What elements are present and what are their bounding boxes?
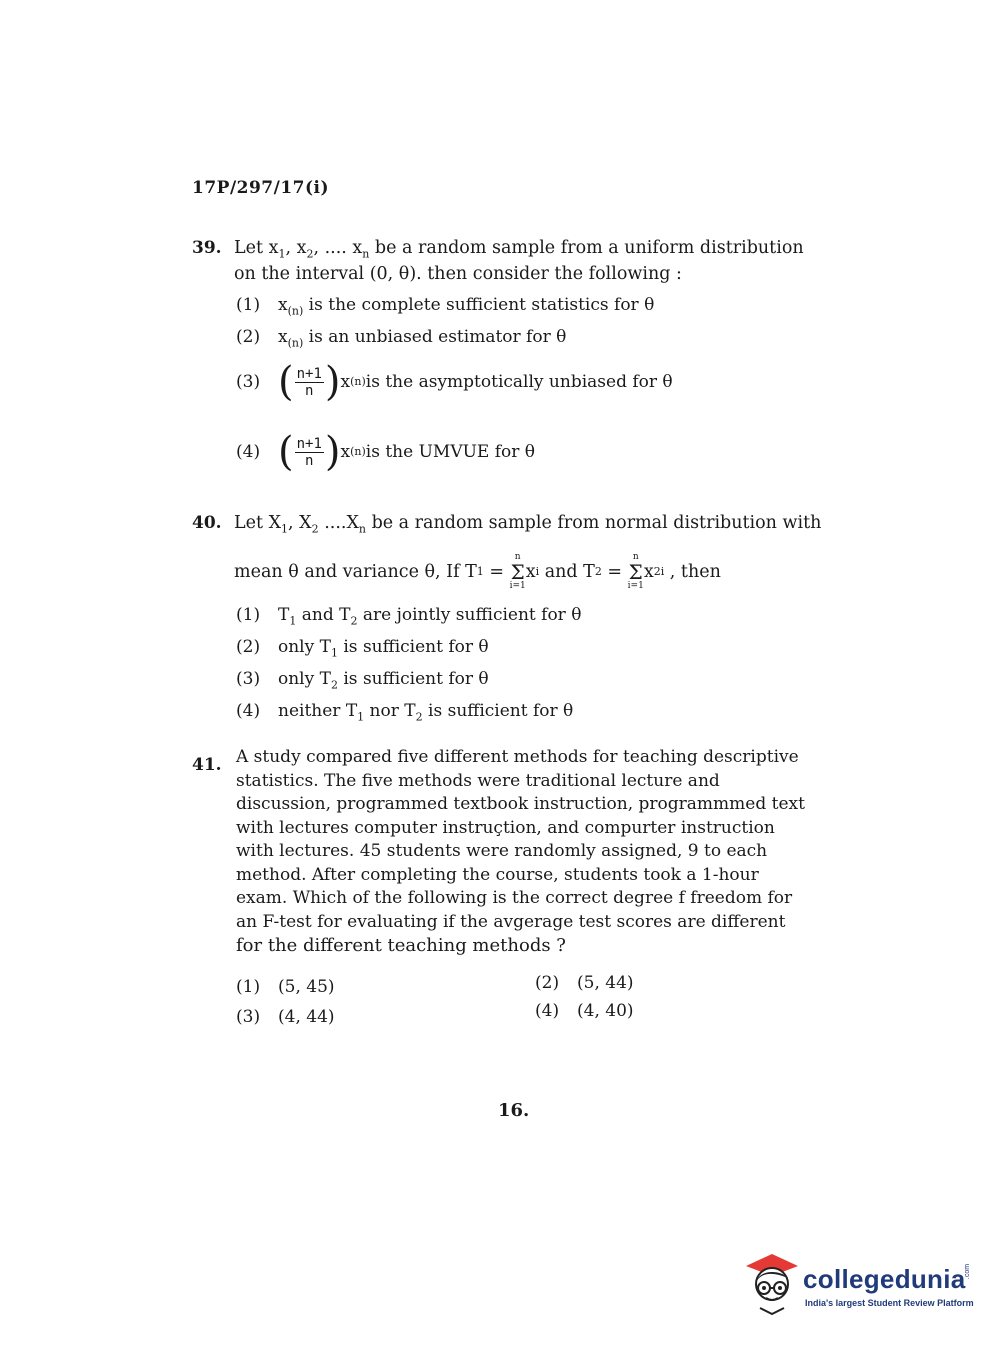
fraction: ( $\frac{n+1}{n}$ )	[278, 359, 341, 405]
stem-line: with lectures computer instruçtion, and compurter instruction	[236, 817, 775, 838]
option-4: (4) neither $T_1$ nor $T_2$ is sufficient for θ	[236, 701, 574, 724]
stem-line: method. After completing the course, students took a 1-hour	[236, 864, 759, 885]
stem-line: A study compared five different methods for teaching descriptive	[236, 747, 799, 767]
brand-name: collegedunia	[803, 1264, 966, 1294]
question-number: 39.	[192, 238, 222, 258]
stem-line: with lectures. 45 students were randomly assigned, 9 to each	[236, 841, 768, 861]
stem-line: statistics. The five methods were traditional lecture and	[236, 770, 720, 791]
summation: n Σ i=1	[627, 552, 644, 591]
stem-line: discussion, programmed textbook instruction, programmmed text	[236, 794, 805, 814]
question-number: 40.	[192, 513, 222, 533]
option-1: (1) $x_{(n)}$ is the complete sufficient statistics for θ	[236, 295, 655, 318]
option-2: (2) (5, 44)	[535, 973, 634, 993]
stem-line: an F-test for evaluating if the avgerage test scores are different	[236, 911, 786, 932]
question-stem	[236, 746, 820, 958]
question-stem-line: on the interval (0, θ). then consider the following :	[234, 264, 682, 284]
question-stem-line: Let $X_1$, $X_2$ $....X_n$ be a random sample from normal distribution with	[234, 513, 822, 536]
brand-tagline: India's largest Student Review Platform	[805, 1298, 974, 1308]
option-4: (4) ( $\frac{n+1}{n}$ ) x (n) is the UMVUE for θ	[236, 429, 536, 475]
option-3: (3) (4, 44)	[236, 1007, 335, 1027]
option-3: (3) ( $\frac{n+1}{n}$ ) x (n) is the asymptotically unbiased for θ	[236, 359, 673, 405]
option-3: (3) only $T_2$ is sufficient for θ	[236, 669, 489, 692]
page-number: 16.	[498, 1100, 530, 1121]
option-1: (1) (5, 45)	[236, 977, 335, 997]
question-stem-line: Let $x_1$, $x_2$, .... $x_n$ be a random sample from a uniform distribution	[234, 238, 804, 261]
option-2: (2) $x_{(n)}$ is an unbiased estimator for θ	[236, 327, 567, 350]
question-number: 41.	[192, 755, 222, 775]
graduate-mascot-icon	[742, 1252, 802, 1316]
brand-suffix: .com	[964, 1263, 972, 1280]
option-1: (1) $T_1$ and $T_2$ are jointly sufficient for θ	[236, 605, 582, 628]
stem-line: for the different teaching methods ?	[236, 935, 566, 956]
summation: n Σ i=1	[509, 552, 526, 591]
option-2: (2) only $T_1$ is sufficient for θ	[236, 637, 489, 660]
exam-code: 17P/297/17(i)	[192, 178, 330, 198]
option-4: (4) (4, 40)	[535, 1001, 634, 1021]
fraction: ( $\frac{n+1}{n}$ )	[278, 429, 341, 475]
stem-line: exam. Which of the following is the correct degree f freedom for	[236, 888, 793, 908]
question-stem-line: mean θ and variance θ, If T 1 = n Σ i=1 x i and T 2 = n Σ i=1 x 2 i , then	[234, 552, 721, 591]
